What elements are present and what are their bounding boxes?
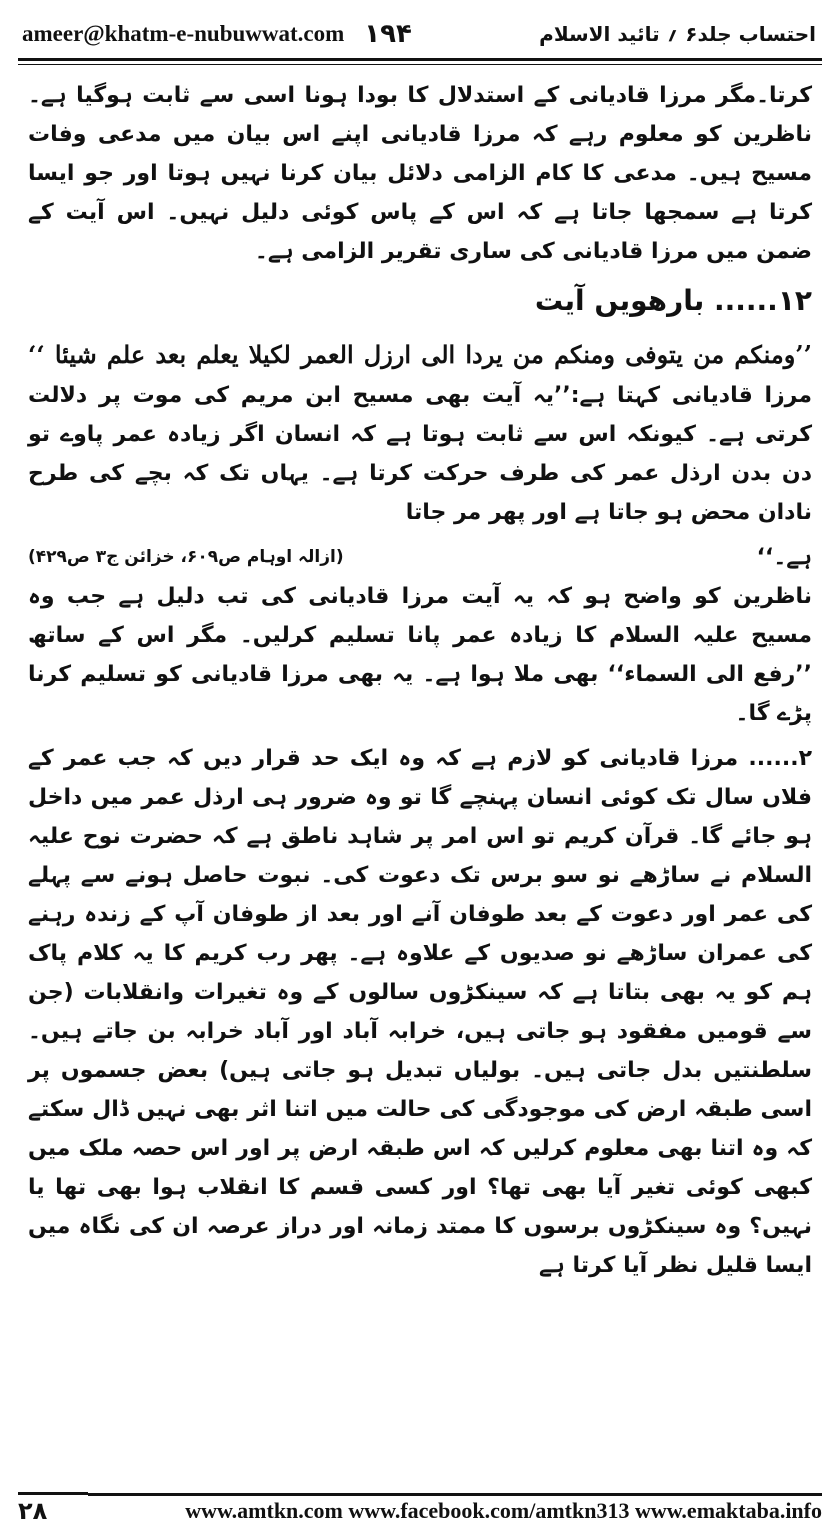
- paragraph-3: ناظرین کو واضح ہو کہ یہ آیت مرزا قادیانی کی تب دلیل ہے جب وہ مسیح علیہ السلام کا زیادہ عمر پانا تسلیم کرلیں۔ مگر اس کے ساتھ ’’رفع الی السماء‘‘ بھی ملا ہوا ہے۔ یہ بھی مرزا قادیانی کو تسلیم کرنا پڑے گا۔: [28, 584, 812, 726]
- page-footer: [18, 1486, 822, 1530]
- paragraph-2-end: ہے۔‘‘: [756, 545, 812, 570]
- footer-links: www.amtkn.com www.facebook.com/amtkn313 www.emaktaba.info: [88, 1493, 822, 1524]
- paragraph-1: کرتا۔مگر مرزا قادیانی کے استدلال کا بودا ہونا اسی سے ثابت ہوگیا ہے۔ ناظرین کو معلوم رہے کہ مرزا قادیانی اپنے اس بیان میں مدعی وفات مسیح ہیں۔ مدعی کا کام الزامی دلائل بیان کرنا نہیں ہوتا اور جو ایسا کرتا ہے سمجھا جاتا ہے کہ اس کے پاس کوئی دلیل نہیں۔ اس آیت کے ضمن میں مرزا قادیانی کی ساری تقریر الزامی ہے۔: [28, 83, 812, 264]
- page-header: [22, 14, 816, 54]
- page-body: [28, 76, 812, 1291]
- paragraph-2-text: مرزا قادیانی کہتا ہے:’’یہ آیت بھی مسیح ابن مریم کی موت پر دلالت کرتی ہے۔ کیونکہ اس سے ثابت ہوتا ہے کہ انسان اگر زیادہ عمر پاوے تو دن بدن ارذل عمر کی طرف حرکت کرتا ہے۔ یہاں تک کہ بچے کی طرح نادان محض ہو جاتا ہے اور پھر مر جاتا: [28, 383, 812, 525]
- footer-page-number: ۲۸: [18, 1492, 88, 1525]
- paragraph-4: ۲...... مرزا قادیانی کو لازم ہے کہ وہ ایک حد قرار دیں کہ جب عمر کے فلاں سال تک کوئی انسان پہنچے گا تو وہ ضرور ہی ارذل عمر میں داخل ہو جائے گا۔ قرآن کریم تو اس امر پر شاہد ناطق ہے کہ حضرت نوح علیہ السلام نے ساڑھے نو سو برس تک دعوت کی۔ نبوت حاصل ہونے سے پہلے کی عمر اور دعوت کے بعد طوفان آنے اور بعد از طوفان آپ کے زندہ رہنے کی عمران ساڑھے نو صدیوں کے علاوہ ہے۔ پھر رب کریم کا یہ کلام پاک ہم کو یہ بھی بتاتا ہے کہ سینکڑوں سالوں کے وہ تغیرات وانقلابات (جن سے قومیں مفقود ہو جاتی ہیں، خرابہ آباد اور آباد خرابہ بن جاتے ہیں۔ سلطنتیں بدل جاتی ہیں۔ بولیاں تبدیل ہو جاتی ہیں) بعض جسموں پر اسی طبقہ ارض کی موجودگی کی حالت میں اتنا اثر بھی نہیں ڈال سکتے کہ وہ اتنا بھی معلوم کرلیں کہ اس طبقہ ارض پر اور اس حصہ ملک میں کبھی کوئی تغیر آیا بھی تھا؟ اور کسی قسم کا انقلاب ہوا بھی تھا یا نہیں؟ وہ سینکڑوں برسوں کا ممتد زمانہ اور دراز عرصہ ان کی نگاہ میں ایسا قلیل نظر آیا کرتا ہے: [28, 746, 812, 1278]
- header-email: ameer@khatm-e-nubuwwat.com: [22, 21, 345, 46]
- section-heading: ۱۲...... بارھویں آیت: [534, 284, 812, 317]
- book-title: احتساب جلد۶ ؍ تائید الاسلام: [539, 22, 816, 46]
- reference-line: [28, 538, 812, 577]
- header-page-number: ۱۹۴: [364, 19, 412, 49]
- header-left: [22, 19, 412, 49]
- quranic-verse: ’’ومنکم من یتوفی ومنکم من یردا الی ارزل العمر لکیلا یعلم بعد علم شیئا ‘‘: [28, 340, 812, 369]
- header-rule: [18, 58, 822, 61]
- header-rule-thin: [18, 64, 822, 65]
- paragraph-2: [28, 335, 812, 532]
- reference: (ازالہ اوہام ص۶۰۹، خزائن ج۳ ص۴۲۹): [28, 547, 344, 567]
